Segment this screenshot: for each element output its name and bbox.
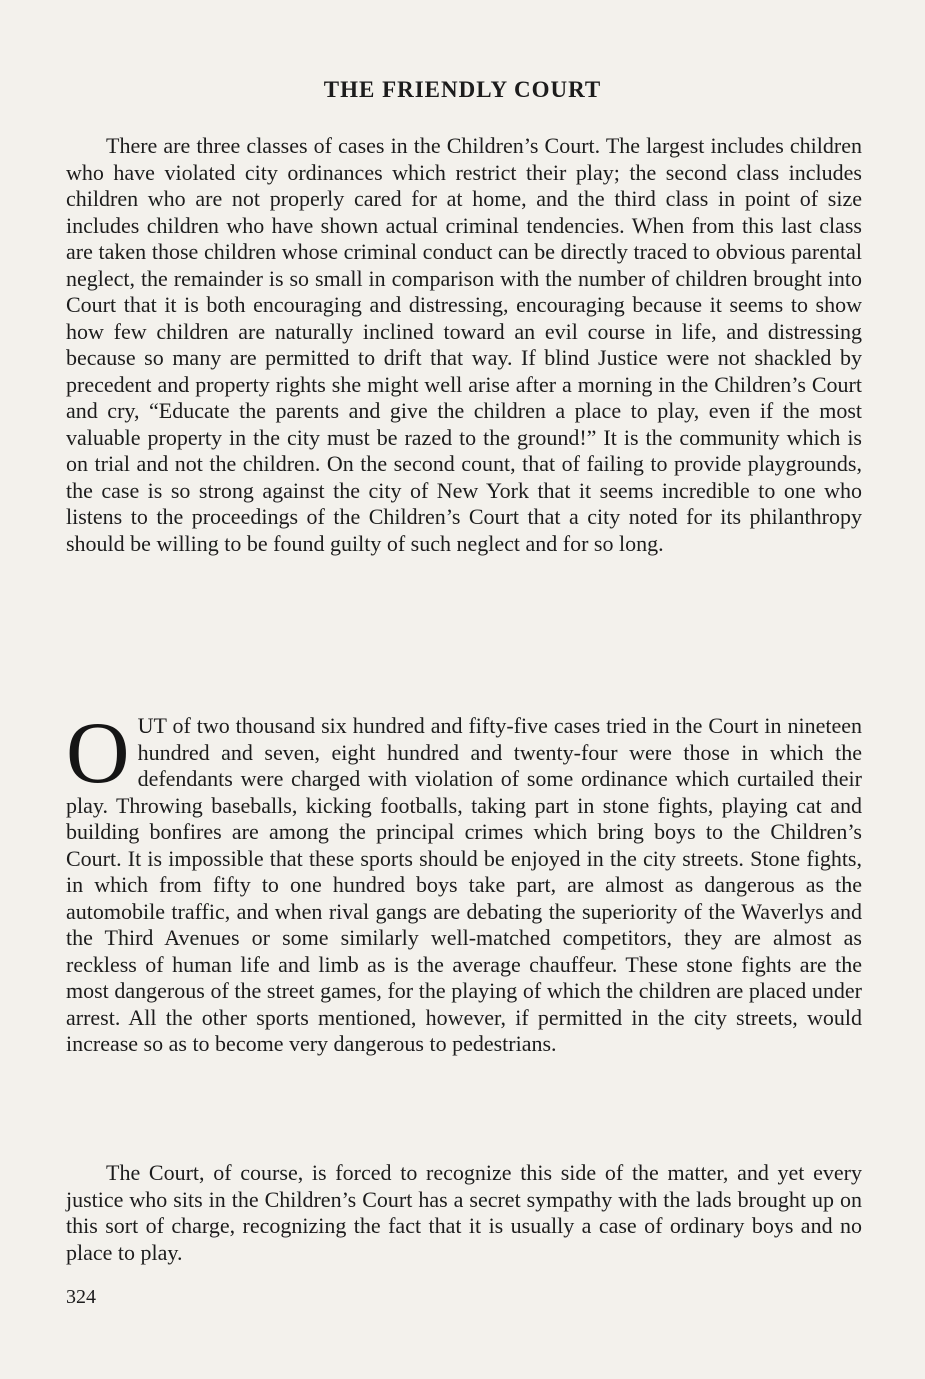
drop-cap: O: [66, 705, 130, 802]
paragraph-2: [66, 705, 862, 1058]
page-number: 324: [66, 1286, 96, 1308]
paragraph-3-text: The Court, of course, is forced to recognize this side of the matter, and yet every justice who sits in the Children’s Court has a secret sympathy with the lads brought up on this sort of charge, recognizing the fact that it is usually a case of ordinary boys and no place to play.: [66, 1160, 862, 1265]
paragraph-2-text: UT of two thousand six hundred and fifty-five cases tried in the Court in nineteen hundred and seven, eight hundred and twenty-four were those in which the defendants were charged with violation of some ordinance which curtailed their play. Throwing baseballs, kicking footballs, taking part in stone fights, playing cat and building bonfires are among the principal crimes which bring boys to the Children’s Court. It is impossible that these sports should be enjoyed in the city streets. Stone fights, in which from fifty to one hundred boys take part, are almost as dangerous as the automobile traffic, and when rival gangs are debating the superiority of the Waverlys and the Third Avenues or some similarly well-matched competitors, they are almost as reckless of human life and limb as is the average chauffeur. These stone fights are the most dangerous of the street games, for the playing of which the children are placed under arrest. All the other sports mentioned, however, if permitted in the city streets, would increase so as to become very dangerous to pedestrians.: [66, 713, 862, 1056]
paragraph-1: [66, 133, 862, 557]
paragraph-1-text: There are three classes of cases in the Children’s Court. The largest includes children who have violated city ordinances which restrict their play; the second class includes children who are not properly cared for at home, and the third class in point of size includes children who have shown actual criminal tendencies. When from this last class are taken those children whose criminal conduct can be directly traced to obvious parental neglect, the remainder is so small in comparison with the number of children brought into Court that it is both encouraging and distressing, encouraging because it seems to show how few children are naturally inclined toward an evil course in life, and distressing because so many are permitted to drift that way. If blind Justice were not shackled by precedent and property rights she might well arise after a morning in the Children’s Court and cry, “Educate the parents and give the children a place to play, even if the most valuable property in the city must be razed to the ground!” It is the community which is on trial and not the children. On the second count, that of failing to provide playgrounds, the case is so strong against the city of New York that it seems incredible to one who listens to the proceedings of the Children’s Court that a city noted for its philanthropy should be willing to be found guilty of such neglect and for so long.: [66, 133, 862, 556]
paragraph-3: [66, 1160, 862, 1266]
running-title: THE FRIENDLY COURT: [323, 77, 602, 102]
